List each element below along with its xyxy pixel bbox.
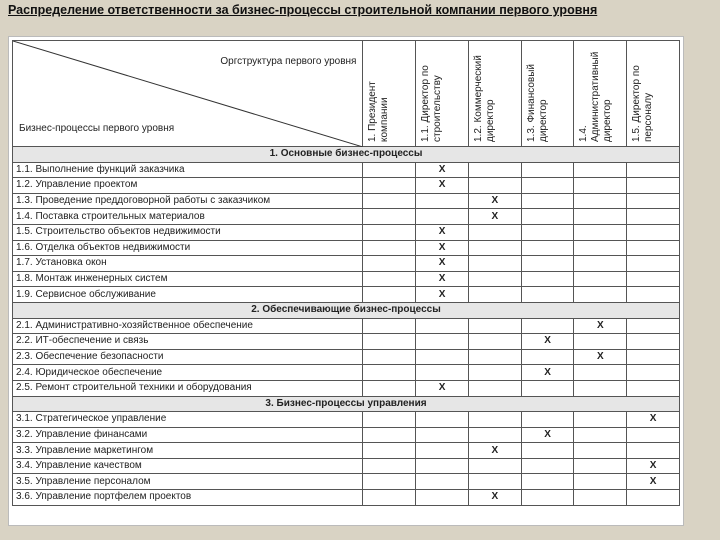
empty-cell bbox=[468, 318, 521, 334]
empty-cell bbox=[363, 349, 416, 365]
table-row bbox=[13, 380, 680, 396]
empty-cell bbox=[627, 209, 680, 225]
section-row bbox=[13, 396, 680, 412]
table-row bbox=[13, 443, 680, 459]
empty-cell bbox=[627, 427, 680, 443]
column-header bbox=[416, 41, 469, 147]
process-label: 2.3. Обеспечение безопасности bbox=[13, 349, 363, 365]
empty-cell bbox=[521, 224, 574, 240]
empty-cell bbox=[521, 490, 574, 506]
responsibility-mark: X bbox=[574, 349, 627, 365]
empty-cell bbox=[627, 334, 680, 350]
process-label: 1.2. Управление проектом bbox=[13, 178, 363, 194]
column-header-text: 1.1. Директор по строительству bbox=[420, 65, 444, 142]
empty-cell bbox=[521, 458, 574, 474]
empty-cell bbox=[521, 380, 574, 396]
empty-cell bbox=[416, 474, 469, 490]
empty-cell bbox=[627, 240, 680, 256]
empty-cell bbox=[363, 287, 416, 303]
empty-cell bbox=[521, 240, 574, 256]
responsibility-mark: X bbox=[521, 365, 574, 381]
responsibility-mark: X bbox=[468, 490, 521, 506]
empty-cell bbox=[416, 458, 469, 474]
column-header-text: 1.3. Финансовый директор bbox=[525, 63, 549, 142]
empty-cell bbox=[574, 380, 627, 396]
empty-cell bbox=[468, 412, 521, 428]
empty-cell bbox=[468, 162, 521, 178]
empty-cell bbox=[574, 365, 627, 381]
empty-cell bbox=[521, 349, 574, 365]
empty-cell bbox=[521, 271, 574, 287]
process-label: 1.7. Установка окон bbox=[13, 256, 363, 272]
empty-cell bbox=[574, 412, 627, 428]
empty-cell bbox=[521, 256, 574, 272]
empty-cell bbox=[416, 193, 469, 209]
empty-cell bbox=[574, 240, 627, 256]
table-row bbox=[13, 271, 680, 287]
table-row bbox=[13, 240, 680, 256]
column-header-text: 1.5. Директор по персоналу bbox=[631, 65, 655, 142]
empty-cell bbox=[468, 287, 521, 303]
empty-cell bbox=[574, 490, 627, 506]
table-row bbox=[13, 162, 680, 178]
column-header-text: 1.2. Коммерческий директор bbox=[472, 55, 496, 142]
empty-cell bbox=[574, 256, 627, 272]
empty-cell bbox=[627, 193, 680, 209]
empty-cell bbox=[468, 380, 521, 396]
process-label: 2.4. Юридическое обеспечение bbox=[13, 365, 363, 381]
table-row bbox=[13, 287, 680, 303]
table-row bbox=[13, 349, 680, 365]
table-row bbox=[13, 412, 680, 428]
empty-cell bbox=[574, 224, 627, 240]
empty-cell bbox=[416, 443, 469, 459]
empty-cell bbox=[363, 458, 416, 474]
column-header bbox=[574, 41, 627, 147]
column-header bbox=[627, 41, 680, 147]
empty-cell bbox=[363, 178, 416, 194]
table-row bbox=[13, 256, 680, 272]
responsibility-mark: X bbox=[416, 256, 469, 272]
empty-cell bbox=[416, 365, 469, 381]
empty-cell bbox=[416, 349, 469, 365]
section-row bbox=[13, 302, 680, 318]
empty-cell bbox=[363, 365, 416, 381]
table-row bbox=[13, 474, 680, 490]
section-title: 2. Обеспечивающие бизнес-процессы bbox=[13, 302, 680, 318]
empty-cell bbox=[363, 334, 416, 350]
table-row bbox=[13, 490, 680, 506]
responsibility-mark: X bbox=[627, 412, 680, 428]
empty-cell bbox=[363, 240, 416, 256]
empty-cell bbox=[627, 443, 680, 459]
responsibility-mark: X bbox=[416, 224, 469, 240]
empty-cell bbox=[627, 287, 680, 303]
table-row bbox=[13, 178, 680, 194]
empty-cell bbox=[363, 209, 416, 225]
section-title: 1. Основные бизнес-процессы bbox=[13, 147, 680, 163]
column-header bbox=[468, 41, 521, 147]
responsibility-mark: X bbox=[468, 443, 521, 459]
responsibility-mark: X bbox=[416, 287, 469, 303]
empty-cell bbox=[521, 287, 574, 303]
empty-cell bbox=[627, 318, 680, 334]
empty-cell bbox=[468, 458, 521, 474]
empty-cell bbox=[363, 474, 416, 490]
process-label: 1.9. Сервисное обслуживание bbox=[13, 287, 363, 303]
process-label: 1.8. Монтаж инженерных систем bbox=[13, 271, 363, 287]
table-row bbox=[13, 334, 680, 350]
empty-cell bbox=[468, 271, 521, 287]
empty-cell bbox=[574, 334, 627, 350]
empty-cell bbox=[363, 443, 416, 459]
empty-cell bbox=[574, 178, 627, 194]
empty-cell bbox=[363, 427, 416, 443]
empty-cell bbox=[627, 271, 680, 287]
process-label: 2.1. Административно-хозяйственное обеспечение bbox=[13, 318, 363, 334]
responsibility-mark: X bbox=[627, 458, 680, 474]
responsibility-mark: X bbox=[416, 162, 469, 178]
process-label: 1.3. Проведение преддоговорной работы с заказчиком bbox=[13, 193, 363, 209]
responsibility-mark: X bbox=[416, 380, 469, 396]
empty-cell bbox=[363, 256, 416, 272]
column-header-text: 1. Президент компании bbox=[367, 81, 391, 142]
responsibility-matrix bbox=[12, 40, 680, 506]
corner-top-label: Оргструктура первого уровня bbox=[220, 56, 357, 67]
process-label: 3.4. Управление качеством bbox=[13, 458, 363, 474]
empty-cell bbox=[627, 162, 680, 178]
empty-cell bbox=[627, 365, 680, 381]
header-row bbox=[13, 41, 680, 147]
responsibility-mark: X bbox=[574, 318, 627, 334]
process-label: 1.1. Выполнение функций заказчика bbox=[13, 162, 363, 178]
empty-cell bbox=[416, 209, 469, 225]
empty-cell bbox=[627, 224, 680, 240]
empty-cell bbox=[521, 443, 574, 459]
table-row bbox=[13, 365, 680, 381]
empty-cell bbox=[574, 458, 627, 474]
process-label: 2.5. Ремонт строительной техники и оборудования bbox=[13, 380, 363, 396]
empty-cell bbox=[574, 209, 627, 225]
process-label: 2.2. ИТ-обеспечение и связь bbox=[13, 334, 363, 350]
table-row bbox=[13, 427, 680, 443]
empty-cell bbox=[468, 427, 521, 443]
empty-cell bbox=[363, 318, 416, 334]
empty-cell bbox=[363, 490, 416, 506]
responsibility-mark: X bbox=[416, 178, 469, 194]
process-label: 1.6. Отделка объектов недвижимости bbox=[13, 240, 363, 256]
empty-cell bbox=[521, 318, 574, 334]
empty-cell bbox=[627, 380, 680, 396]
empty-cell bbox=[468, 256, 521, 272]
empty-cell bbox=[627, 256, 680, 272]
responsibility-mark: X bbox=[521, 427, 574, 443]
column-header bbox=[521, 41, 574, 147]
empty-cell bbox=[468, 334, 521, 350]
empty-cell bbox=[521, 193, 574, 209]
process-label: 3.3. Управление маркетингом bbox=[13, 443, 363, 459]
empty-cell bbox=[468, 365, 521, 381]
empty-cell bbox=[363, 162, 416, 178]
responsibility-mark: X bbox=[468, 193, 521, 209]
process-label: 3.5. Управление персоналом bbox=[13, 474, 363, 490]
table-row bbox=[13, 458, 680, 474]
empty-cell bbox=[363, 412, 416, 428]
section-row bbox=[13, 147, 680, 163]
column-header-text: 1.4. Административный директор bbox=[578, 51, 614, 142]
responsibility-matrix-sheet bbox=[8, 36, 684, 526]
empty-cell bbox=[363, 271, 416, 287]
empty-cell bbox=[363, 380, 416, 396]
empty-cell bbox=[521, 162, 574, 178]
responsibility-mark: X bbox=[627, 474, 680, 490]
column-header bbox=[363, 41, 416, 147]
table-row bbox=[13, 209, 680, 225]
empty-cell bbox=[627, 349, 680, 365]
process-label: 3.6. Управление портфелем проектов bbox=[13, 490, 363, 506]
section-title: 3. Бизнес-процессы управления bbox=[13, 396, 680, 412]
empty-cell bbox=[521, 178, 574, 194]
empty-cell bbox=[416, 490, 469, 506]
empty-cell bbox=[468, 178, 521, 194]
empty-cell bbox=[416, 334, 469, 350]
empty-cell bbox=[574, 443, 627, 459]
empty-cell bbox=[416, 427, 469, 443]
empty-cell bbox=[468, 240, 521, 256]
table-row bbox=[13, 318, 680, 334]
empty-cell bbox=[521, 209, 574, 225]
process-label: 1.4. Поставка строительных материалов bbox=[13, 209, 363, 225]
empty-cell bbox=[468, 224, 521, 240]
table-row bbox=[13, 224, 680, 240]
empty-cell bbox=[363, 193, 416, 209]
process-label: 3.1. Стратегическое управление bbox=[13, 412, 363, 428]
corner-bottom-label: Бизнес-процессы первого уровня bbox=[19, 123, 175, 134]
empty-cell bbox=[468, 349, 521, 365]
empty-cell bbox=[574, 287, 627, 303]
empty-cell bbox=[574, 162, 627, 178]
responsibility-mark: X bbox=[521, 334, 574, 350]
empty-cell bbox=[416, 318, 469, 334]
empty-cell bbox=[574, 474, 627, 490]
empty-cell bbox=[468, 474, 521, 490]
empty-cell bbox=[416, 412, 469, 428]
empty-cell bbox=[521, 412, 574, 428]
responsibility-mark: X bbox=[416, 271, 469, 287]
responsibility-mark: X bbox=[416, 240, 469, 256]
process-label: 1.5. Строительство объектов недвижимости bbox=[13, 224, 363, 240]
table-row bbox=[13, 193, 680, 209]
process-label: 3.2. Управление финансами bbox=[13, 427, 363, 443]
empty-cell bbox=[574, 427, 627, 443]
empty-cell bbox=[363, 224, 416, 240]
empty-cell bbox=[521, 474, 574, 490]
corner-cell bbox=[13, 41, 363, 147]
page-title: Распределение ответственности за бизнес-процессы строительной компании первого уровня bbox=[8, 3, 598, 17]
empty-cell bbox=[627, 178, 680, 194]
empty-cell bbox=[574, 271, 627, 287]
empty-cell bbox=[627, 490, 680, 506]
responsibility-mark: X bbox=[468, 209, 521, 225]
empty-cell bbox=[574, 193, 627, 209]
